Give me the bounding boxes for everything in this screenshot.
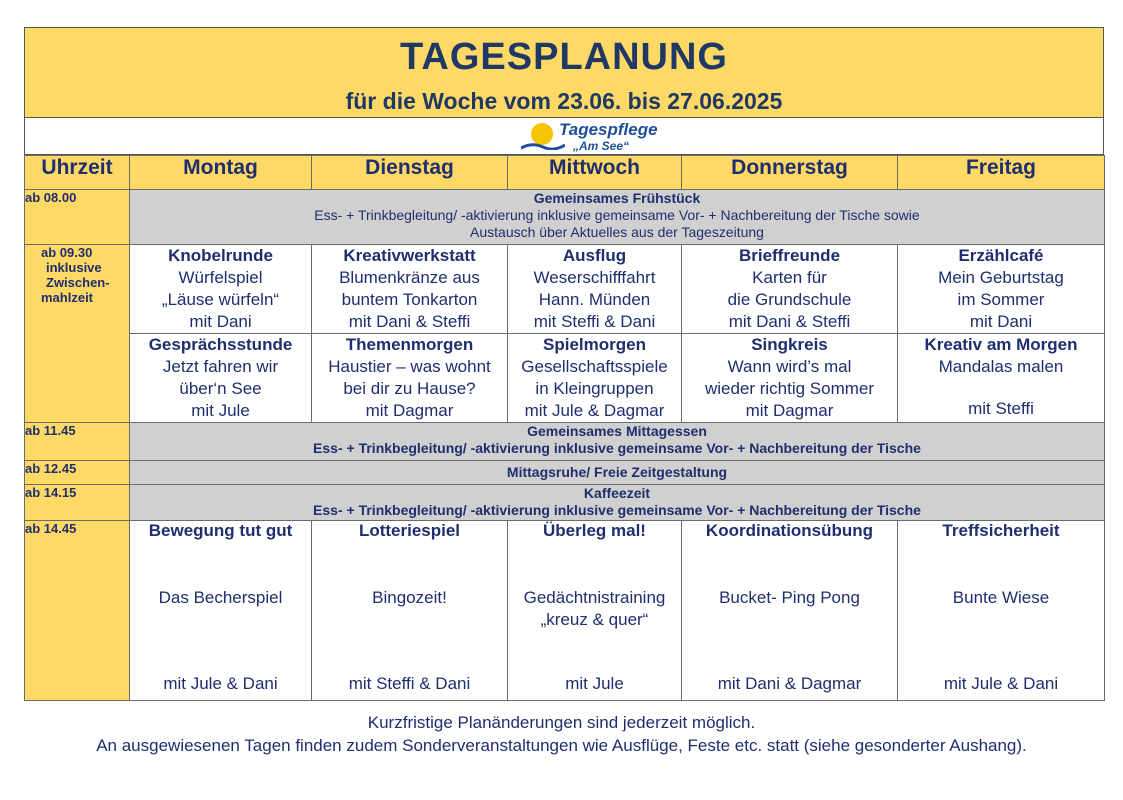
activity-cell — [682, 334, 898, 423]
activity-leader: mit Steffi — [968, 399, 1034, 418]
activity-cell — [682, 245, 898, 334]
activity-leader: mit Dani & Dagmar — [717, 674, 862, 693]
activity-leader: mit Jule — [191, 401, 250, 420]
activity-leader: mit Steffi & Dani — [348, 674, 471, 693]
activity-line: Gedächtnistraining — [523, 588, 666, 607]
column-header-wednesday: Mittwoch — [508, 156, 682, 190]
activity-title: Koordinationsübung — [705, 521, 874, 540]
afternoon-row — [25, 521, 1105, 701]
activity-leader: mit Dagmar — [365, 401, 454, 420]
activity-title: Kreativwerkstatt — [343, 246, 476, 265]
breakfast-cell — [130, 190, 1105, 245]
activity-title: Überleg mal! — [543, 521, 646, 540]
activity-title: Spielmorgen — [543, 335, 646, 354]
activity-line: Das Becherspiel — [158, 588, 283, 607]
table-header-row — [25, 156, 1105, 190]
afternoon-activity-cell — [898, 521, 1105, 701]
activity-line: Haustier – was wohnt — [328, 357, 491, 376]
logo-subtext: „Am See“ — [573, 139, 630, 153]
time-morning-line2: inklusive — [46, 260, 102, 275]
lunch-row — [25, 423, 1105, 461]
time-afternoon: ab 14.45 — [25, 521, 130, 701]
activity-line: wieder richtig Sommer — [704, 379, 875, 398]
time-lunch: ab 11.45 — [25, 423, 130, 461]
activity-title: Kreativ am Morgen — [924, 335, 1078, 354]
lunch-line1: Ess- + Trinkbegleitung/ -aktivierung inklusive gemeinsame Vor- + Nachbereitung der Tische — [313, 440, 921, 456]
activity-title: Lotteriespiel — [358, 521, 461, 540]
coffee-cell — [130, 485, 1105, 521]
week-subtitle: für die Woche vom 23.06. bis 27.06.2025 — [345, 88, 783, 114]
activity-cell — [898, 245, 1105, 334]
morning-row-2 — [25, 334, 1105, 423]
activity-cell — [130, 245, 312, 334]
activity-title: Knobelrunde — [168, 246, 273, 265]
activity-line: Bingozeit! — [372, 588, 447, 607]
activity-line: Wann wird’s mal — [727, 357, 852, 376]
activity-line: Würfelspiel — [178, 268, 263, 287]
coffee-row — [25, 485, 1105, 521]
activity-title: Brieffreunde — [738, 246, 841, 265]
breakfast-line1: Ess- + Trinkbegleitung/ -aktivierung inklusive gemeinsame Vor- + Nachbereitung der Tische sowie — [314, 207, 920, 223]
activity-cell — [508, 334, 682, 423]
column-header-thursday: Donnerstag — [682, 156, 898, 190]
activity-cell — [312, 245, 508, 334]
rest-row — [25, 461, 1105, 485]
afternoon-activity-cell — [130, 521, 312, 701]
page-title: TAGESPLANUNG — [400, 36, 728, 78]
breakfast-row — [25, 190, 1105, 245]
activity-line: über‘n See — [179, 379, 262, 398]
activity-line: Blumenkränze aus — [339, 268, 480, 287]
activity-leader: mit Dagmar — [745, 401, 834, 420]
activity-line: Weserschifffahrt — [533, 268, 656, 287]
activity-cell — [898, 334, 1105, 423]
wave-icon — [521, 142, 565, 150]
activity-line: Gesellschaftsspiele — [521, 357, 668, 376]
footer-note-2: An ausgewiesenen Tagen finden zudem Sonderveranstaltungen wie Ausflüge, Feste etc. statt (siehe gesonderter Aushang). — [96, 736, 1027, 755]
lunch-title: Gemeinsames Mittagessen — [527, 423, 707, 439]
lunch-cell — [130, 423, 1105, 461]
activity-leader: mit Dani & Steffi — [728, 312, 851, 331]
activity-leader: mit Jule & Dani — [163, 674, 278, 693]
column-header-friday: Freitag — [898, 156, 1105, 190]
coffee-title: Kaffeezeit — [583, 485, 651, 501]
activity-cell — [508, 245, 682, 334]
activity-line: im Sommer — [957, 290, 1045, 309]
afternoon-activity-cell — [682, 521, 898, 701]
time-morning — [25, 245, 130, 423]
breakfast-line2: Austausch über Aktuelles aus der Tageszeitung — [470, 224, 764, 240]
activity-title: Themenmorgen — [345, 335, 474, 354]
activity-leader: mit Jule — [565, 674, 624, 693]
breakfast-title: Gemeinsames Frühstück — [533, 190, 701, 206]
rest-cell — [130, 461, 1105, 485]
activity-cell — [130, 334, 312, 423]
time-morning-line1: ab 09.30 — [41, 245, 93, 260]
activity-line: Hann. Münden — [538, 290, 651, 309]
activity-leader: mit Dani — [189, 312, 252, 331]
column-header-tuesday: Dienstag — [312, 156, 508, 190]
activity-leader: mit Steffi & Dani — [533, 312, 656, 331]
activity-line: Mandalas malen — [938, 357, 1064, 376]
activity-line: buntem Tonkarton — [341, 290, 478, 309]
activity-title: Treffsicherheit — [942, 521, 1060, 540]
afternoon-activity-cell — [312, 521, 508, 701]
activity-line: Bunte Wiese — [952, 588, 1050, 607]
time-morning-line4: mahlzeit — [41, 290, 94, 305]
activity-leader: mit Jule & Dani — [943, 674, 1059, 693]
activity-line: Jetzt fahren wir — [162, 357, 279, 376]
time-breakfast: ab 08.00 — [25, 190, 130, 245]
activity-line: die Grundschule — [727, 290, 852, 309]
coffee-line1: Ess- + Trinkbegleitung/ -aktivierung inklusive gemeinsame Vor- + Nachbereitung der Tische — [313, 502, 921, 518]
activity-leader: mit Dani — [969, 312, 1033, 331]
activity-line: bei dir zu Hause? — [343, 379, 476, 398]
activity-title: Singkreis — [751, 335, 828, 354]
activity-line — [898, 378, 1104, 398]
activity-line: in Kleingruppen — [535, 379, 654, 398]
morning-row-1 — [25, 245, 1105, 334]
column-header-monday: Montag — [130, 156, 312, 190]
column-header-time: Uhrzeit — [25, 156, 130, 190]
activity-title: Ausflug — [562, 246, 627, 265]
activity-title: Erzählcafé — [958, 246, 1044, 265]
activity-line: Bucket- Ping Pong — [719, 588, 860, 607]
activity-cell — [312, 334, 508, 423]
schedule-table — [24, 155, 1105, 701]
activity-line: Mein Geburtstag — [938, 268, 1064, 287]
rest-title: Mittagsruhe/ Freie Zeitgestaltung — [506, 464, 728, 480]
activity-title: Bewegung tut gut — [148, 521, 293, 540]
title-banner — [24, 27, 1104, 118]
activity-line: „Läuse würfeln“ — [161, 290, 280, 309]
footer-note-1: Kurzfristige Planänderungen sind jederzeit möglich. — [367, 713, 756, 732]
activity-title: Gesprächsstunde — [148, 335, 293, 354]
activity-leader: mit Dani & Steffi — [348, 312, 471, 331]
logo-text: Tagespflege — [559, 120, 658, 139]
activity-line: Karten für — [752, 268, 827, 287]
logo-row — [24, 118, 1104, 155]
activity-line: „kreuz & quer“ — [540, 610, 649, 629]
time-morning-line3: Zwischen- — [46, 275, 110, 290]
time-rest: ab 12.45 — [25, 461, 130, 485]
time-coffee: ab 14.15 — [25, 485, 130, 521]
activity-leader: mit Jule & Dagmar — [524, 401, 665, 420]
tagespflege-logo — [521, 120, 671, 154]
afternoon-activity-cell — [508, 521, 682, 701]
